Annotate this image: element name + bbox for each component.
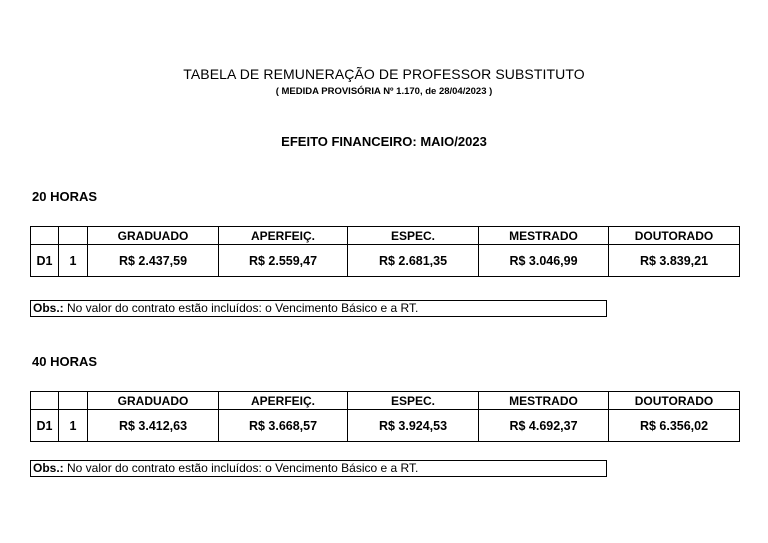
value-cell-doutorado: R$ 6.356,02 bbox=[609, 410, 740, 442]
column-header-mestrado: MESTRADO bbox=[479, 227, 609, 245]
obs-note-40h bbox=[30, 460, 607, 477]
column-header-espec: ESPEC. bbox=[348, 227, 479, 245]
table-header-row bbox=[31, 227, 740, 245]
classe-cell: D1 bbox=[31, 410, 59, 442]
section-heading-40h: 40 HORAS bbox=[32, 354, 98, 369]
value-cell-graduado: R$ 3.412,63 bbox=[88, 410, 219, 442]
obs-text: No valor do contrato estão incluídos: o Vencimento Básico e a RT. bbox=[63, 301, 419, 315]
header-blank-cell bbox=[31, 392, 59, 410]
value-cell-espec: R$ 3.924,53 bbox=[348, 410, 479, 442]
obs-label: Obs.: bbox=[33, 301, 64, 315]
classe-cell: D1 bbox=[31, 245, 59, 277]
table-row bbox=[31, 410, 740, 442]
obs-text: No valor do contrato estão incluídos: o Vencimento Básico e a RT. bbox=[63, 461, 419, 475]
column-header-graduado: GRADUADO bbox=[88, 227, 219, 245]
header-blank-cell bbox=[59, 227, 88, 245]
efeito-financeiro: EFEITO FINANCEIRO: MAIO/2023 bbox=[281, 134, 487, 149]
column-header-espec: ESPEC. bbox=[348, 392, 479, 410]
salary-table-20h bbox=[30, 226, 740, 277]
value-cell-doutorado: R$ 3.839,21 bbox=[609, 245, 740, 277]
page-title: TABELA DE REMUNERAÇÃO DE PROFESSOR SUBSTITUTO bbox=[183, 66, 585, 82]
header-blank-cell bbox=[59, 392, 88, 410]
value-cell-aperfeic: R$ 2.559,47 bbox=[219, 245, 348, 277]
column-header-doutorado: DOUTORADO bbox=[609, 227, 740, 245]
value-cell-mestrado: R$ 4.692,37 bbox=[479, 410, 609, 442]
column-header-mestrado: MESTRADO bbox=[479, 392, 609, 410]
table-row bbox=[31, 245, 740, 277]
obs-label: Obs.: bbox=[33, 461, 64, 475]
column-header-doutorado: DOUTORADO bbox=[609, 392, 740, 410]
value-cell-espec: R$ 2.681,35 bbox=[348, 245, 479, 277]
nivel-cell: 1 bbox=[59, 245, 88, 277]
column-header-aperfeic: APERFEIÇ. bbox=[219, 392, 348, 410]
table-header-row bbox=[31, 392, 740, 410]
value-cell-graduado: R$ 2.437,59 bbox=[88, 245, 219, 277]
obs-note-20h bbox=[30, 300, 607, 317]
section-heading-20h: 20 HORAS bbox=[32, 189, 98, 204]
column-header-graduado: GRADUADO bbox=[88, 392, 219, 410]
value-cell-aperfeic: R$ 3.668,57 bbox=[219, 410, 348, 442]
header-blank-cell bbox=[31, 227, 59, 245]
nivel-cell: 1 bbox=[59, 410, 88, 442]
salary-table-40h bbox=[30, 391, 740, 442]
page-subtitle: ( MEDIDA PROVISÓRIA Nº 1.170, de 28/04/2023 ) bbox=[275, 86, 493, 97]
column-header-aperfeic: APERFEIÇ. bbox=[219, 227, 348, 245]
value-cell-mestrado: R$ 3.046,99 bbox=[479, 245, 609, 277]
